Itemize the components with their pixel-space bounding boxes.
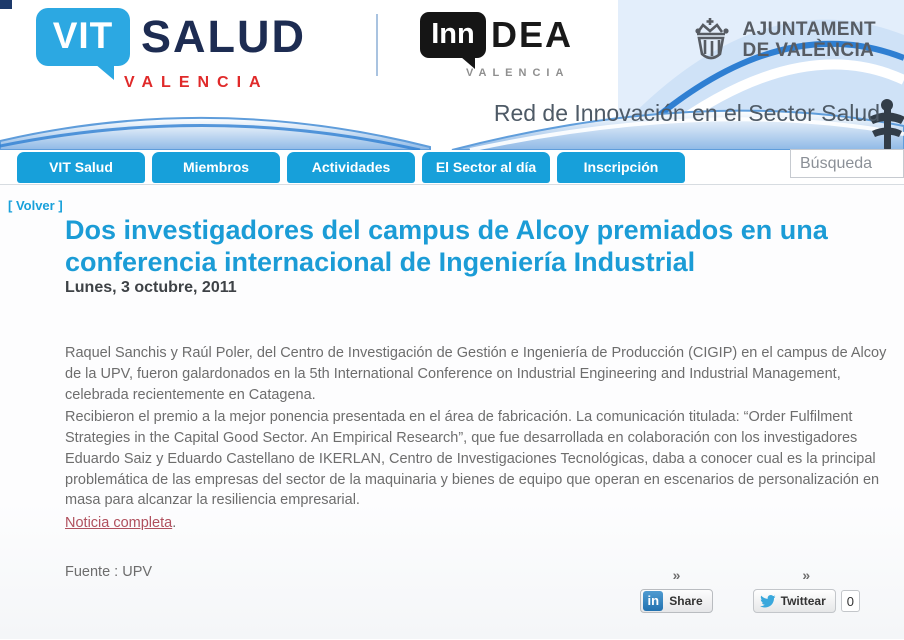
linkedin-icon: in: [643, 591, 663, 611]
chevron-right-icon: »: [672, 567, 681, 583]
back-link[interactable]: [ Volver ]: [8, 198, 63, 213]
twitter-bird-icon: [760, 595, 776, 608]
linkedin-share-button[interactable]: [640, 589, 712, 613]
nav-tab-actividades[interactable]: Actividades: [287, 152, 415, 183]
linkedin-share-label: Share: [669, 594, 703, 608]
logo-divider: [376, 14, 378, 76]
search-input[interactable]: [790, 149, 904, 178]
share-area: [640, 567, 860, 613]
speech-bubble-icon: [36, 8, 130, 66]
article-date: Lunes, 3 octubre, 2011: [65, 279, 237, 297]
article-paragraph-1: Raquel Sanchis y Raúl Poler, del Centro de Investigación de Gestión e Ingeniería de Producción (CIGIP) en el campus de Alcoy de la UPV, fueron galardonados en la 5th International Conference on Industrial Engineering and Industrial Management, celebrada recientemente en Catagena.: [65, 345, 887, 403]
linkedin-share-widget: [640, 567, 712, 613]
article: [65, 215, 893, 580]
dea-text: DEA: [491, 14, 574, 55]
site-tagline: Red de Innovación en el Sector Salud: [493, 100, 880, 126]
article-title: Dos investigadores del campus de Alcoy premiados en una conferencia internacional de Ingeniería Industrial: [65, 215, 828, 277]
crown-emblem-icon: [691, 16, 733, 66]
nav-tab-vit-salud[interactable]: VIT Salud: [17, 152, 145, 183]
tweet-count-badge[interactable]: 0: [841, 590, 860, 612]
inn-text: Inn: [431, 18, 475, 50]
ajuntament-line2: DE VALÈNCIA: [742, 40, 875, 61]
inndea-bubble-icon: [420, 12, 486, 58]
tweet-button[interactable]: [753, 589, 836, 613]
noticia-completa-link[interactable]: Noticia completa: [65, 515, 173, 532]
page-content: [0, 185, 904, 639]
vit-text: VIT: [52, 15, 114, 56]
ajuntament-line1: AJUNTAMENT: [742, 19, 876, 41]
nav-tab-el-sector-al-dia[interactable]: El Sector al día: [422, 152, 550, 183]
article-source: Fuente : UPV: [65, 563, 153, 580]
nav-tab-miembros[interactable]: Miembros: [152, 152, 280, 183]
main-nav: [0, 150, 904, 185]
news-link-period: .: [172, 515, 177, 532]
tweet-button-label: Twittear: [780, 594, 826, 608]
vit-salud-logo[interactable]: [36, 8, 306, 92]
vit-valencia-text: VALENCIA: [124, 74, 269, 91]
inndea-valencia-text: VALENCIA: [466, 67, 570, 79]
salud-text: SALUD: [141, 11, 306, 62]
ajuntament-logo[interactable]: [691, 16, 876, 66]
twitter-share-widget: [753, 567, 860, 613]
site-header: [0, 0, 904, 150]
corner-artifact: [0, 0, 12, 9]
nav-tab-inscripcion[interactable]: Inscripción: [557, 152, 685, 183]
chevron-right-icon: »: [802, 567, 811, 583]
inndea-logo[interactable]: [420, 12, 573, 79]
article-paragraph-2: Recibieron el premio a la mejor ponencia presentada en el área de fabricación. La comunicación titulada: “Order Fulfilment Strategies in the Capital Good Sector. An Empirical Research”, que fue desarrollada en colaboración con los investigadores Eduardo Saiz y Eduardo Castellano de IKERLAN, Centro de Investigaciones Tecnológicas, daba a conocer cual es la principal problemática de las empresas del sector de la maquinaria y bienes de equipo que operan en escenarios de personalización en masa para alcanzar la resiliencia empresarial.: [65, 409, 880, 509]
